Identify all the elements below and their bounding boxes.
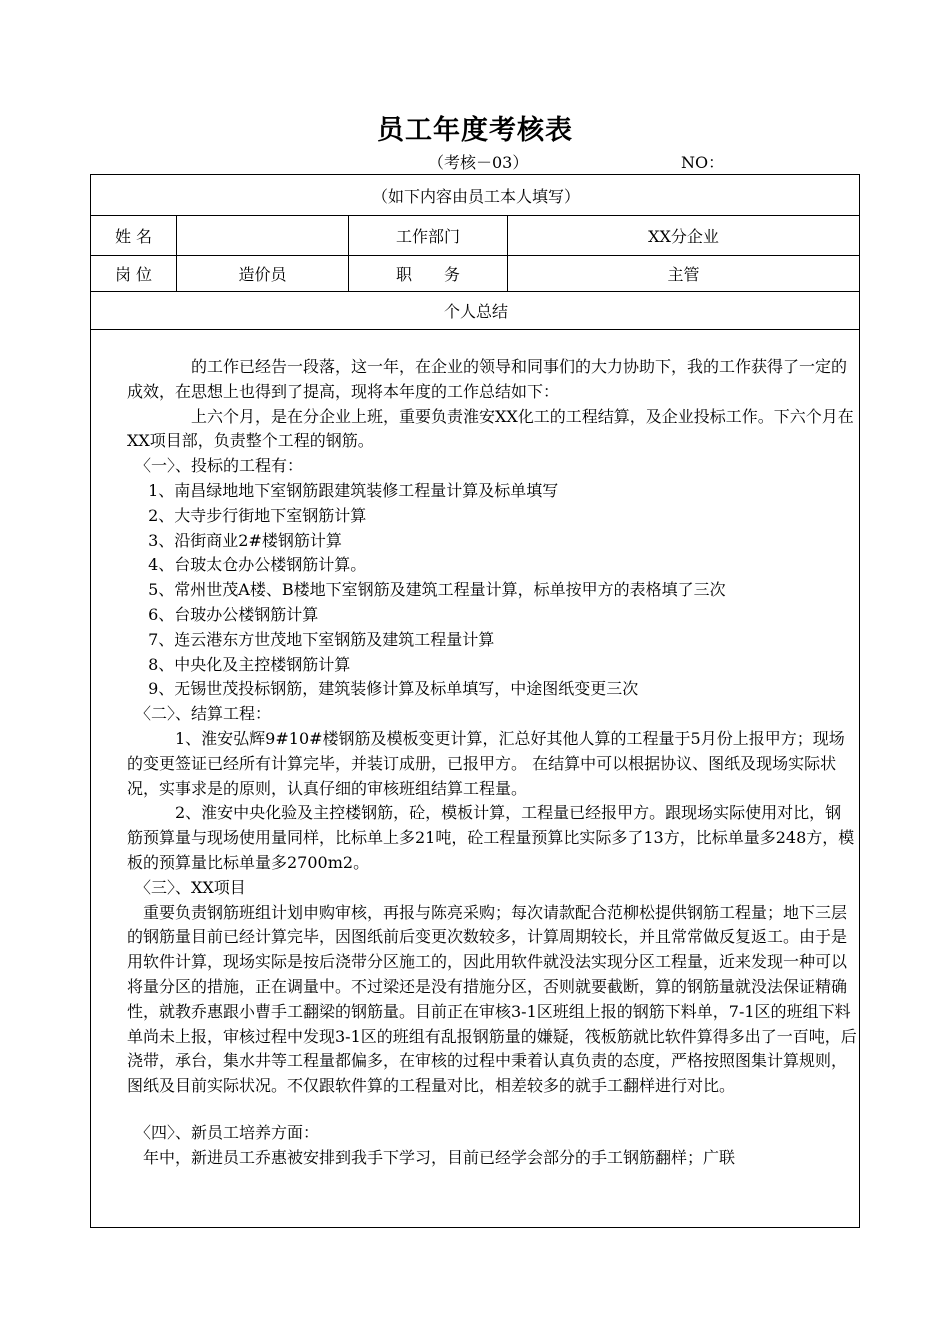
- list-item: 1、南昌绿地地下室钢筋跟建筑装修工程量计算及标单填写: [127, 480, 559, 500]
- list-item: 6、台玻办公楼钢筋计算: [127, 604, 319, 624]
- list-item: 5、常州世茂A楼、B楼地下室钢筋及建筑工程量计算，标单按甲方的表格填了三次: [127, 580, 726, 600]
- list-item: 2、大寺步行街地下室钢筋计算: [127, 505, 367, 525]
- department-value: XX分企业: [648, 226, 719, 246]
- name-field[interactable]: [177, 215, 348, 255]
- summary-header: 个人总结: [443, 301, 508, 321]
- personal-summary-body: [127, 355, 857, 1171]
- self-fill-note: （如下内容由员工本人填写）: [371, 186, 580, 206]
- form-code: （考核－03）: [428, 153, 529, 172]
- form-number-label: NO：: [681, 153, 725, 172]
- paragraph-spacer: [127, 1099, 857, 1121]
- position-value: 造价员: [238, 264, 287, 284]
- section-heading: 〈一〉、投标的工程有：: [127, 456, 304, 476]
- name-label: 姓 名: [114, 226, 153, 246]
- document-title: 员工年度考核表: [377, 115, 573, 146]
- list-item: 3、沿街商业2#楼钢筋计算: [127, 530, 342, 550]
- summary-paragraph: 上六个月，是在分企业上班，重要负责淮安XX化工的工程结算，及企业投标工作。下六个月在XX项目部，负责整个工程的钢筋。: [127, 406, 854, 451]
- department-label: 工作部门: [395, 226, 460, 246]
- section-heading: 〈三〉、XX项目: [127, 877, 246, 897]
- position-label: 岗 位: [114, 264, 153, 284]
- list-item: 7、连云港东方世茂地下室钢筋及建筑工程量计算: [127, 629, 495, 649]
- row-divider: [91, 329, 859, 330]
- summary-paragraph: 2、淮安中央化验及主控楼钢筋，砼，模板计算，工程量已经报甲方。跟现场实际使用对比，钢筋预算量与现场使用量同样，比标单上多21吨，砼工程量预算比实际多了13方，比标单量多248方，模板的预算量比标单量多2700m2。: [127, 803, 855, 872]
- list-item: 4、台玻太仓办公楼钢筋计算。: [127, 555, 367, 575]
- summary-paragraph: 年中，新进员工乔惠被安排到我手下学习，目前已经学会部分的手工钢筋翻样；广联: [127, 1147, 736, 1167]
- section-heading: 〈四〉、新员工培养方面：: [127, 1122, 320, 1142]
- list-item: 8、中央化及主控楼钢筋计算: [127, 654, 351, 674]
- job-title-value: 主管: [667, 264, 700, 284]
- summary-paragraph: 的工作已经告一段落，这一年，在企业的领导和同事们的大力协助下，我的工作获得了一定的成效，在思想上也得到了提高，现将本年度的工作总结如下：: [127, 357, 848, 401]
- list-item: 9、无锡世茂投标钢筋，建筑装修计算及标单填写，中途图纸变更三次: [127, 679, 639, 699]
- section-heading: 〈二〉、结算工程：: [127, 704, 272, 724]
- summary-paragraph: 重要负责钢筋班组计划申购审核，再报与陈亮采购；每次请款配合范柳松提供钢筋工程量；地下三层的钢筋量目前已经计算完毕，因图纸前后变更次数较多，计算周期较长，并且常常做反复返工。由于是用软件计算，现场实际是按后浇带分区施工的，因此用软件就没法实现分区工程量，近来发现一种可以将量分区的措施，正在调量中。不过梁还是没有措施分区，否则就要截断，算的钢筋量就没法保证精确性，就教乔惠跟小曹手工翻梁的钢筋量。目前正在审核3-1区班组上报的钢筋下料单，7-1区的班组下料单尚未上报，审核过程中发现3-1区的班组有乱报钢筋量的嫌疑，筏板筋就比软件算得多出了一百吨，后浇带，承台，集水井等工程量都偏多，在审核的过程中秉着认真负责的态度，严格按照图集计算规则，图纸及目前实际状况。不仅跟软件算的工程量对比，相差较多的就手工翻样进行对比。: [127, 902, 857, 1096]
- summary-paragraph: 1、淮安弘辉9#10#楼钢筋及模板变更计算，汇总好其他人算的工程量于5月份上报甲方；现场的变更签证已经所有计算完毕，并装订成册，已报甲方。 在结算中可以根据协议、图纸及现场实际状况，实事求是的原则，认真仔细的审核班组结算工程量。: [127, 728, 845, 798]
- appraisal-form-table: [90, 174, 860, 1228]
- job-title-label: 职 务: [395, 264, 460, 284]
